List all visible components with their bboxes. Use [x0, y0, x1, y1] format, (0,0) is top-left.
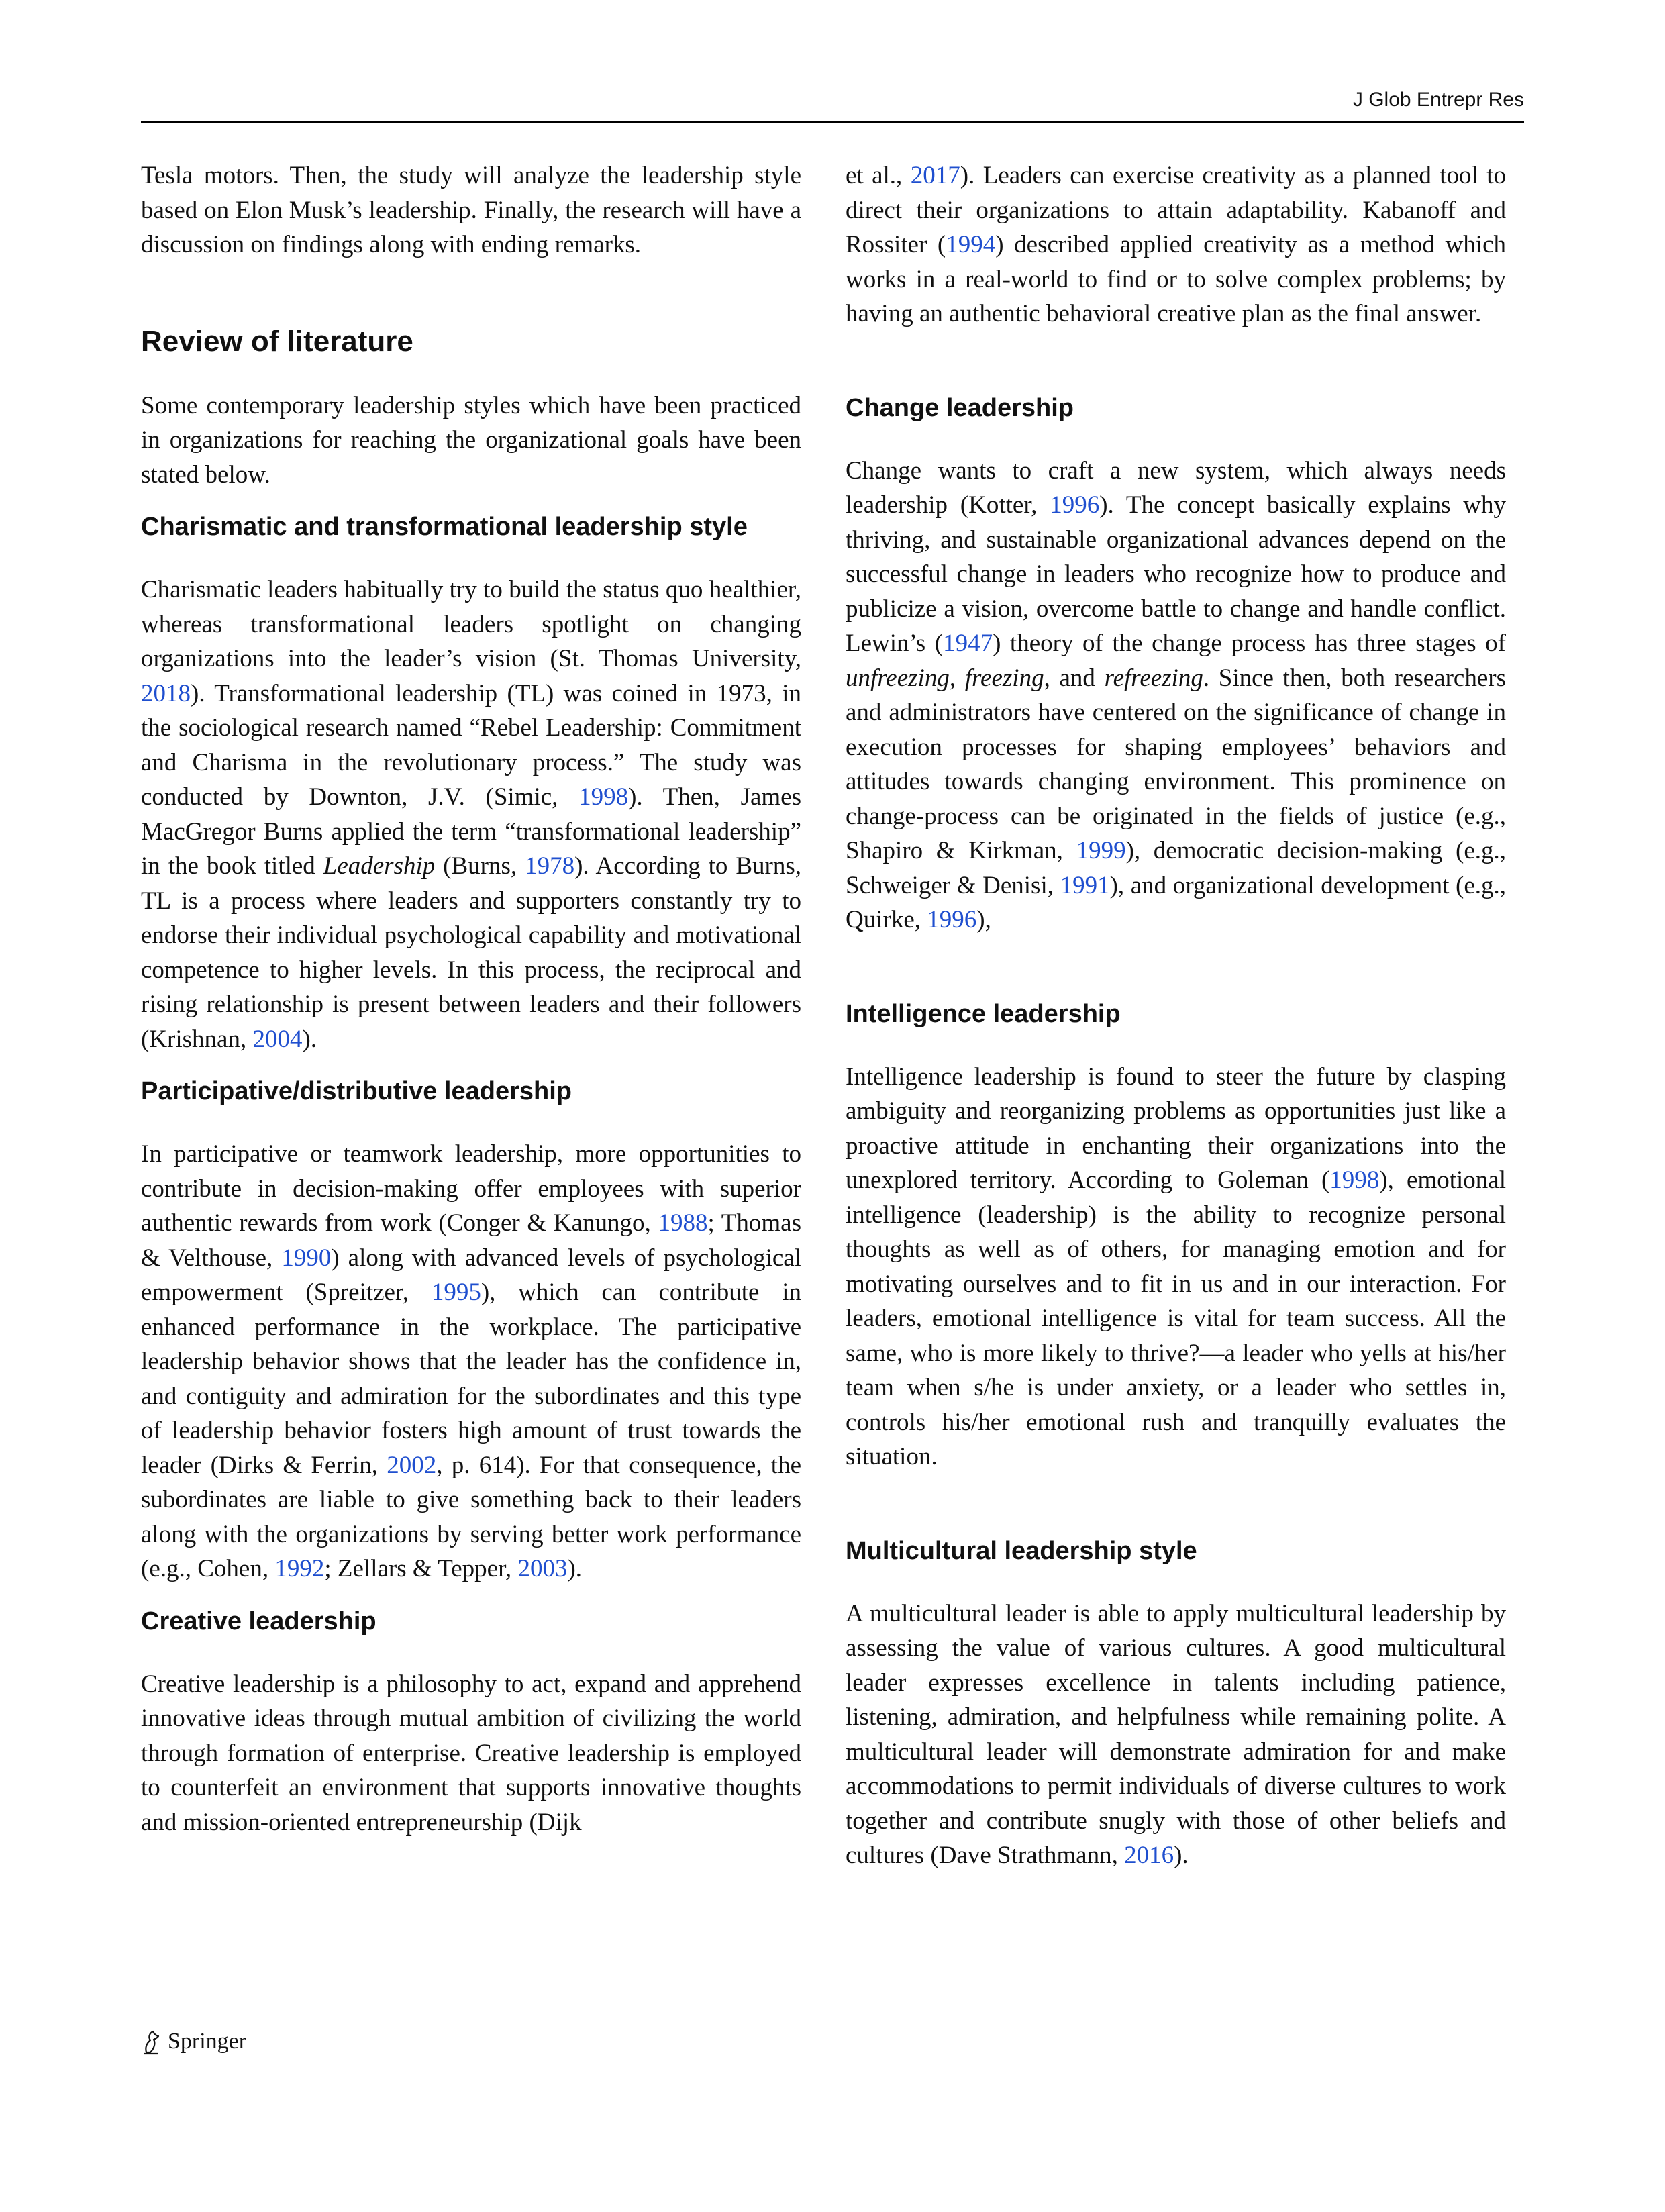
- text-run: ), which can contribute in enhanced performance in the workplace. The participative leadership behavior shows that the leader has the confidence in, and contiguity and admiration for the subordinates and this type of leadership behavior fosters high amount of trust towards the leader (Dirks & Ferrin,: [141, 1278, 801, 1479]
- text-run: ). Transformational leadership (TL) was coined in 1973, in the sociological research named “Rebel Leadership: Commitment and Charisma in the revolutionary process.” The study was conducted by Downton, J.V. (Simic,: [141, 679, 801, 811]
- text-run: ).: [302, 1025, 317, 1053]
- emphasis-term: unfreezing: [846, 664, 950, 692]
- header-rule: [141, 121, 1524, 123]
- text-run: ) along with advanced levels of psychological empowerment (Spreitzer,: [141, 1244, 801, 1306]
- emphasis-term: refreezing: [1104, 664, 1203, 692]
- participative-paragraph: [141, 1137, 801, 1587]
- text-run: ),: [976, 906, 991, 934]
- text-run: Intelligence leadership is found to steer the future by clasping ambiguity and reorganizing problems as opportunities just like a proactive attitude in enchanting their organizations into the unexplored territory. According to Goleman (: [846, 1062, 1506, 1194]
- charismatic-paragraph: [141, 572, 801, 1056]
- text-run: ; Thomas & Velthouse,: [141, 1209, 801, 1272]
- text-run: . Since then, both researchers and administrators have centered on the significance of change in execution processes for shaping employees’ behaviors and attitudes towards changing environment. This prominence on change-process can be originated in the fields of justice (e.g., Shapiro & Kirkman,: [846, 664, 1506, 864]
- citation-link[interactable]: 2003: [517, 1555, 568, 1582]
- participative-heading: Participative/distributive leadership: [141, 1077, 572, 1105]
- text-run: ) described applied creativity as a method which works in a real-world to find or to solve complex problems; by having an authentic behavioral creative plan as the final answer.: [846, 231, 1506, 328]
- citation-link[interactable]: 1999: [1076, 837, 1126, 864]
- text-run: ) theory of the change process has three stages of: [993, 630, 1506, 657]
- citation-link[interactable]: 1996: [927, 906, 977, 934]
- text-run: ).: [1174, 1842, 1189, 1869]
- citation-link[interactable]: 1995: [431, 1278, 481, 1306]
- text-run: (Burns,: [435, 852, 525, 880]
- citation-link[interactable]: 2018: [141, 679, 191, 707]
- springer-horse-icon: [141, 2028, 161, 2055]
- creative-continued-paragraph: [846, 158, 1506, 332]
- citation-link[interactable]: 1994: [946, 231, 996, 258]
- citation-link[interactable]: 1947: [943, 630, 993, 657]
- citation-link[interactable]: 1998: [578, 783, 629, 811]
- citation-link[interactable]: 1992: [274, 1555, 325, 1582]
- intelligence-heading: Intelligence leadership: [846, 999, 1121, 1028]
- text-run: ). Then, James MacGregor Burns applied the term “transformational leadership” in the book titled: [141, 783, 801, 880]
- review-paragraph: [141, 389, 801, 493]
- text-run: , p. 614). For that consequence, the subordinates are liable to give something back to their leaders along with the organizations by serving better work performance (e.g., Cohen,: [141, 1451, 801, 1582]
- text-run: A multicultural leader is able to apply multicultural leadership by assessing the value of various cultures. A good multicultural leader expresses excellence in talents including patience, listening, admiration, and helpfulness while remaining polite. A multicultural leader will demonstrate admiration for and make accommodations to permit individuals of diverse cultures to work together and contribute snugly with those of other beliefs and cultures (Dave Strathmann,: [846, 1599, 1506, 1869]
- left-column: [141, 158, 801, 1840]
- citation-link[interactable]: 1996: [1050, 491, 1100, 519]
- publisher-footer: [141, 2028, 246, 2055]
- text-run: Charismatic leaders habitually try to build the status quo healthier, whereas transformational leaders spotlight on changing organizations into the leader’s vision (St. Thomas University,: [141, 576, 801, 672]
- citation-link[interactable]: 1990: [281, 1244, 332, 1272]
- right-column: [846, 158, 1506, 1873]
- citation-link[interactable]: 1978: [525, 852, 575, 880]
- text-run: ; Zellars & Tepper,: [324, 1555, 518, 1582]
- text-run: ), and organizational development (e.g., Quirke,: [846, 871, 1506, 934]
- citation-link[interactable]: 2002: [387, 1451, 437, 1479]
- text-run: ). The concept basically explains why thriving, and sustainable organizational advances depend on the successful change in leaders who recognize how to produce and publicize a vision, overcome battle to change and handle conflict. Lewin’s (: [846, 491, 1506, 657]
- emphasis-term: freezing: [964, 664, 1044, 692]
- text-run: ), emotional intelligence (leadership) is the ability to recognize personal thoughts as well as of others, for managing emotion and for motivating ourselves and to fit in us and in our interaction. For leaders, emotional intelligence is vital for team success. All the same, who is more likely to thrive?—a leader who yells at his/her team when s/he is under anxiety, or a leader who settles in, controls his/her emotional rush and tranquilly evaluates the situation.: [846, 1166, 1506, 1470]
- multicultural-heading: Multicultural leadership style: [846, 1536, 1197, 1565]
- change-heading: Change leadership: [846, 393, 1074, 422]
- book-title: Leadership: [323, 852, 436, 880]
- text-run: ).: [567, 1555, 583, 1582]
- review-heading: Review of literature: [141, 324, 413, 358]
- creative-heading: Creative leadership: [141, 1607, 376, 1636]
- text-run: ), democratic decision-making (e.g., Schweiger & Denisi,: [846, 837, 1506, 899]
- publisher-name: Springer: [168, 2029, 247, 2054]
- citation-link[interactable]: 1991: [1060, 871, 1110, 899]
- text-run: ,: [949, 664, 965, 692]
- running-head: J Glob Entrepr Res: [1352, 89, 1524, 111]
- intelligence-paragraph: [846, 1060, 1506, 1474]
- text-run: In participative or teamwork leadership, more opportunities to contribute in decision-making offer employees with superior authentic rewards from work (Conger & Kanungo,: [141, 1140, 801, 1237]
- citation-link[interactable]: 1988: [658, 1209, 708, 1237]
- text-run: ). Leaders can exercise creativity as a planned tool to direct their organizations to attain adaptability. Kabanoff and Rossiter (: [846, 162, 1507, 258]
- charismatic-heading: Charismatic and transformational leadership style: [141, 513, 748, 541]
- text-run: Change wants to craft a new system, which always needs leadership (Kotter,: [846, 456, 1506, 519]
- change-paragraph: [846, 454, 1506, 938]
- review-text: Some contemporary leadership styles which have been practiced in organizations for reaching the organizational goals have been stated below.: [141, 391, 801, 489]
- citation-link[interactable]: 2004: [252, 1025, 303, 1053]
- text-run: , and: [1044, 664, 1105, 692]
- citation-link[interactable]: 1998: [1329, 1166, 1380, 1194]
- multicultural-paragraph: [846, 1597, 1506, 1873]
- creative-paragraph: [141, 1667, 801, 1840]
- text-run: ). According to Burns, TL is a process where leaders and supporters constantly try to endorse their individual psychological capability and motivational competence to higher levels. In this process, the reciprocal and rising relationship is present between leaders and their followers (Krishnan,: [141, 852, 801, 1053]
- intro-paragraph: [141, 158, 801, 262]
- text-run: et al.,: [846, 162, 911, 189]
- citation-link[interactable]: 2017: [910, 162, 960, 189]
- intro-text: Tesla motors. Then, the study will analyze the leadership style based on Elon Musk’s leadership. Finally, the research will have a discussion on findings along with ending remarks.: [141, 162, 801, 258]
- text-run: Creative leadership is a philosophy to act, expand and apprehend innovative ideas through mutual ambition of civilizing the world through formation of enterprise. Creative leadership is employed to counterfeit an environment that supports innovative thoughts and mission-oriented entrepreneurship (Dijk: [141, 1670, 801, 1836]
- citation-link[interactable]: 2016: [1124, 1842, 1174, 1869]
